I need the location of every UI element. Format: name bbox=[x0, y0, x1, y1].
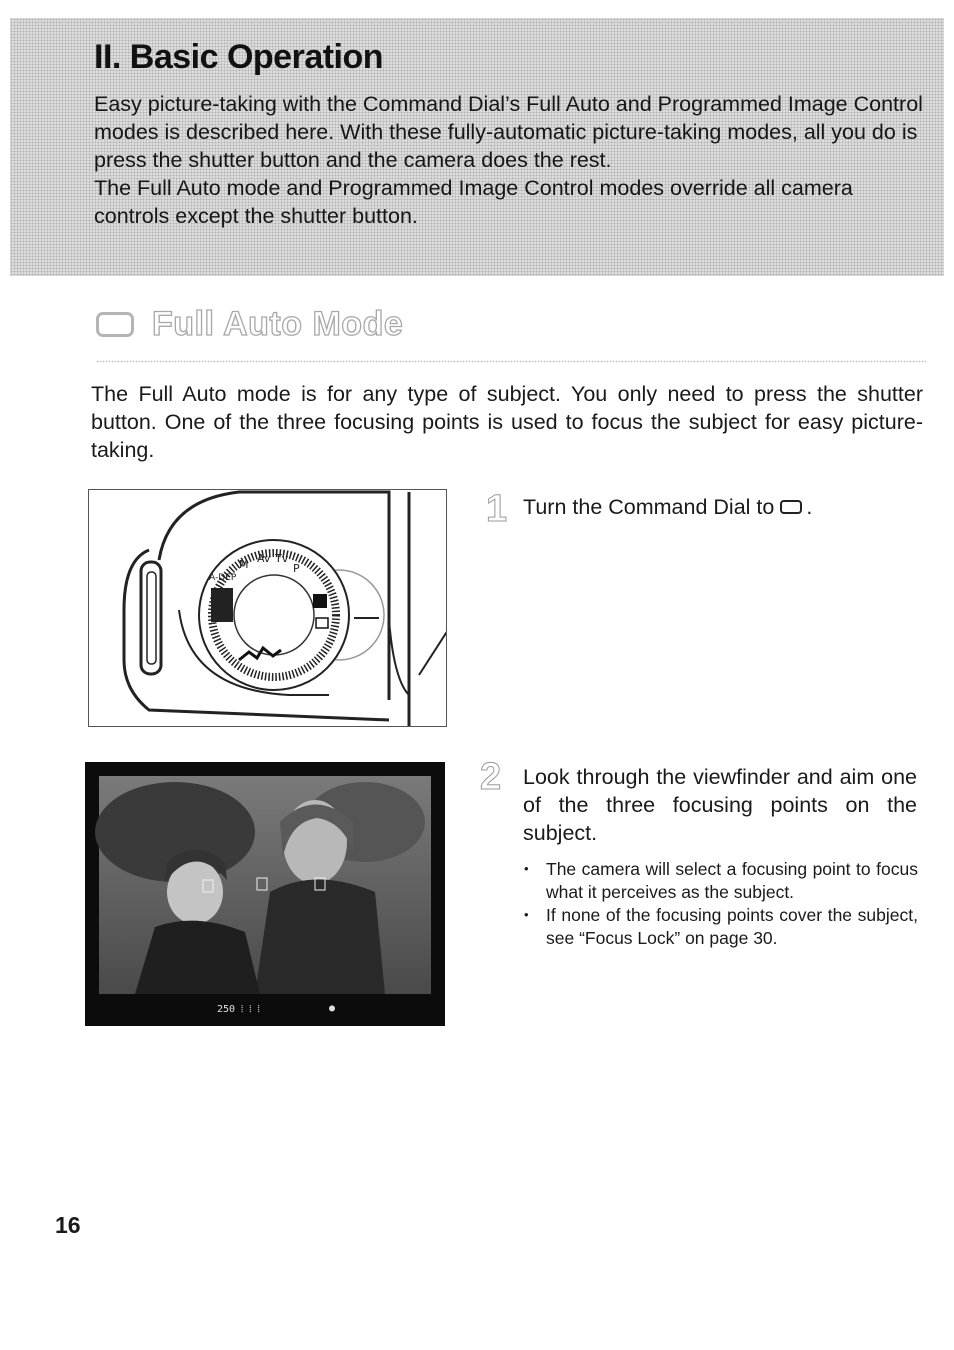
chapter-title: II. Basic Operation bbox=[94, 38, 384, 76]
rectangle-frame-icon bbox=[96, 312, 134, 337]
section-heading bbox=[96, 305, 403, 344]
dial-label-av: Av bbox=[257, 552, 271, 565]
section-paragraph: The Full Auto mode is for any type of subject. You only need to press the shutter button. One of the three focusing points is used to focus the subject for easy picture-taking. bbox=[91, 382, 923, 462]
viewfinder-shutter-readout: 250 bbox=[217, 1004, 236, 1015]
rectangle-frame-icon bbox=[780, 500, 802, 514]
viewfinder-photo bbox=[85, 762, 445, 1026]
step-2-notes bbox=[522, 858, 918, 950]
step-1-label: Turn the Command Dial to bbox=[523, 495, 775, 519]
section-heading-text: Full Auto Mode bbox=[152, 305, 404, 343]
dial-label-tv: Tv bbox=[275, 552, 289, 565]
dial-label-m: M bbox=[239, 558, 249, 571]
intro-paragraph: Easy picture-taking with the Command Dial’s Full Auto and Programmed Image Control modes is described here. With these fully-automatic picture-taking modes, all you do is press the shutter button and the camera does the rest. bbox=[94, 92, 923, 172]
dial-label-adep: A-DEP bbox=[209, 573, 237, 583]
viewfinder-scene bbox=[85, 762, 445, 994]
step-1-number: 1 bbox=[486, 488, 508, 530]
step-2-text: Look through the viewfinder and aim one of the three focusing points on the subject. bbox=[523, 765, 917, 845]
viewfinder-aperture-icon: ⦙ ⦙ ⦙ bbox=[241, 1004, 260, 1015]
step-2-number: 2 bbox=[480, 756, 502, 798]
dial-label-p: P bbox=[293, 562, 300, 575]
step-1-period: . bbox=[806, 495, 813, 519]
intro-paragraph: The Full Auto mode and Programmed Image Control modes override all camera controls except the shutter button. bbox=[94, 176, 853, 228]
page-number: 16 bbox=[55, 1212, 81, 1238]
list-item: • If none of the focusing points cover the subject, see “Focus Lock” on page 30. bbox=[522, 904, 918, 949]
chapter-intro bbox=[94, 90, 924, 230]
command-dial-drawing bbox=[89, 490, 447, 727]
list-item: • The camera will select a focusing point to focus what it perceives as the subject. bbox=[522, 858, 918, 903]
step-1-text bbox=[523, 493, 923, 521]
section-divider bbox=[96, 360, 926, 363]
command-dial-illustration bbox=[88, 489, 447, 727]
viewfinder-status-bar bbox=[85, 994, 445, 1026]
focus-confirmation-icon: ● bbox=[329, 1003, 336, 1014]
